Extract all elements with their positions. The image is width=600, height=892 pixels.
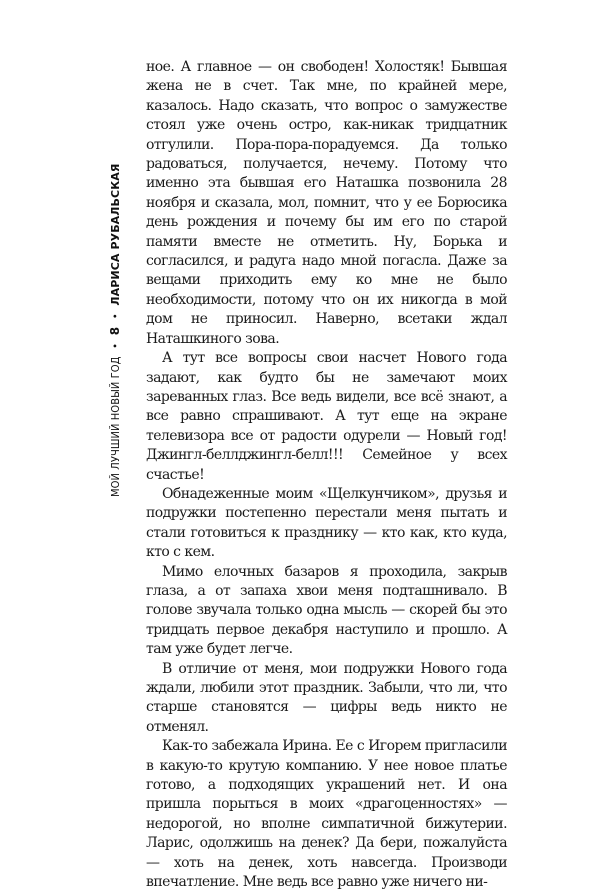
paragraph: Обнадеженные моим «Щелкунчиком», друзья и подружки постепенно перестали меня пытать и стали готовиться к празднику — кто как, кто куда, кто с кем. (146, 485, 507, 561)
page-number: 8 (108, 326, 122, 336)
bullet-separator: • (110, 343, 120, 349)
bullet-separator: • (110, 313, 120, 319)
paragraph: Как-то забежала Ирина. Ее с Игорем пригласили в какую-то крутую компанию. У нее новое платье готово, а подходящих украшений нет. И она пришла порыться в моих «драгоценностях» — недорогой, но вполне симпатичной бижутерии. Ларис, одолжишь на денек? Да бери, пожалуйста — хоть на денек, хоть навсегда. Производи впечатление. Мне ведь все равно уже ничего ни- (146, 738, 507, 891)
paragraph: ное. А главное — он свободен! Холостяк! Бывшая жена не в счет. Так мне, по крайней мере, казалось. Надо сказать, что вопрос о замужестве стоял уже очень остро, как-никак тридцатник отгулили. Пора-пора-порадуемся. Да только радоваться, получается, нечему. Потому что именно эта бывшая его Наташка позвонила 28 ноября и сказала, мол, помнит, что у ее Борюсика день рождения и почему бы им его по старой памяти вместе не отметить. Ну, Борька и согласился, и радуга надо мной погасла. Даже за вещами приходить ему ко мне не было необходимости, потому что он их никогда в мой дом не приносил. Наверно, всетаки ждал Наташкиного зова. (146, 59, 507, 347)
paragraph: Мимо елочных базаров я проходила, закрыв глаза, а от запаха хвои меня подташнивало. В голове звучала только одна мысль — скорей бы это тридцать первое декабря наступило и прошло. А там уже будет легче. (146, 563, 507, 658)
running-head (108, 164, 122, 497)
body-text (146, 58, 507, 892)
book-title: МОЙ ЛУЧШИЙ НОВЫЙ ГОД (108, 356, 122, 497)
author-name: ЛАРИСА РУБАЛЬСКАЯ (108, 163, 122, 306)
paragraph: А тут все вопросы свои насчет Нового года задают, как будто бы не замечают моих зареванных глаз. Все ведь видели, все всё знают, а все равно спрашивают. А тут еще на экране телевизора все от радости одурели — Новый год! Джингл-беллджингл-белл!!! Семейное у всех счастье! (146, 350, 507, 483)
paragraph: В отличие от меня, мои подружки Нового года ждали, любили этот праздник. Забыли, что ли, что старше становятся — цифры ведь никто не отменял. (146, 660, 507, 735)
